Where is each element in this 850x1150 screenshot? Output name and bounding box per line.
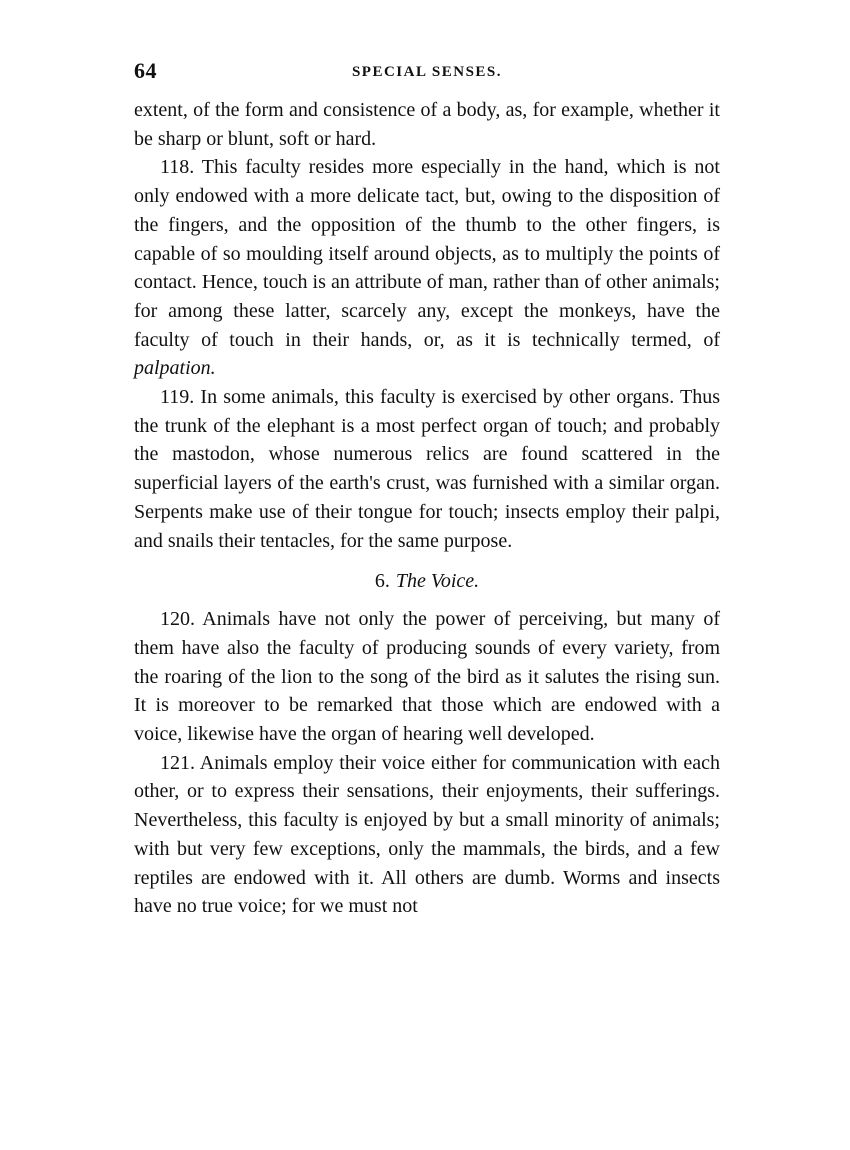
paragraph-text: Animals have not only the power of perceiving, but many of them have also the faculty of producing sounds of every variety, from the roaring of the lion to the song of the bird as it salutes the rising sun. It is moreover to be remarked that those which are endowed with a voice, likewise have the organ of hearing well developed. <box>134 608 720 746</box>
paragraph-text: In some animals, this faculty is exercised by other organs. Thus the trunk of the elephant is a most perfect organ of touch; and probably the mastodon, whose numerous relics are found scattered in the superficial layers of the earth's crust, was furnished with a similar organ. Serpents make use of their tongue for touch; insects employ their palpi, and snails their tentacles, for the same purpose. <box>134 386 721 552</box>
paragraph-121 <box>134 749 720 921</box>
paragraph-number: 118. <box>160 156 195 179</box>
running-head <box>134 58 720 92</box>
paragraph-text: extent, of the form and consistence of a body, as, for example, whether it be sharp or blunt, soft or hard. <box>134 99 720 150</box>
section-heading <box>134 567 720 595</box>
paragraph-120 <box>134 605 720 749</box>
section-title: The Voice. <box>395 570 480 593</box>
paragraph-119 <box>134 383 720 555</box>
paragraph-text: Animals employ their voice either for communication with each other, or to express their sensations, their enjoyments, their sufferings. Nevertheless, this faculty is enjoyed by but a small minority of animals; with but very few exceptions, only the mammals, the birds, and a few reptiles are endowed with it. All others are dumb. Worms and insects have no true voice; for we must not <box>134 751 720 918</box>
page-number: 64 <box>134 58 157 83</box>
paragraph-continued <box>134 96 720 153</box>
italic-term: palpation. <box>134 357 216 380</box>
paragraph-number: 121. <box>160 751 195 774</box>
paragraph-118 <box>134 153 720 383</box>
paragraph-text: This faculty resides more especially in the hand, which is not only endowed with a more delicate tact, but, owing to the disposition of the fingers, and the opposition of the thumb to the other fingers, is capable of so moulding itself around objects, as to multiply the points of contact. Hence, touch is an attribute of man, rather than of other animals; for among these latter, scarcely any, except the monkeys, have the faculty of touch in their hands, or, as it is technically termed, of <box>134 156 720 351</box>
book-page <box>134 58 720 921</box>
running-title: SPECIAL SENSES. <box>351 64 503 80</box>
paragraph-number: 120. <box>160 608 195 631</box>
body-text <box>134 96 720 921</box>
section-number: 6. <box>374 570 390 593</box>
paragraph-number: 119. <box>160 386 195 409</box>
